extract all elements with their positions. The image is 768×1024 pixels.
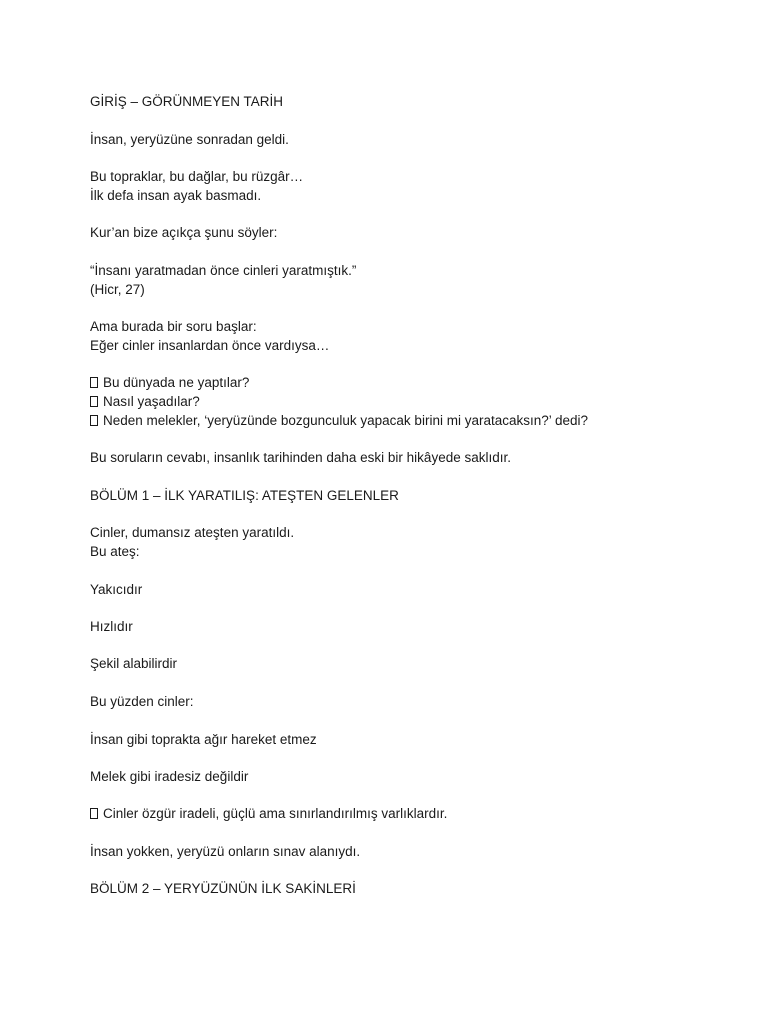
chapter1-heading: BÖLÜM 1 – İLK YARATILIŞ: ATEŞTEN GELENLER [90, 488, 399, 503]
summary-item [90, 805, 447, 823]
missing-glyph-icon [90, 415, 98, 426]
question-text: Neden melekler, ‘yeryüzünde bozgunculuk yapacak birini mi yaratacaksın?’ dedi? [103, 413, 589, 428]
intro-paragraph: Ama burada bir soru başlar: [90, 319, 257, 334]
quran-quote: “İnsanı yaratmadan önce cinleri yaratmıştık.” [90, 263, 357, 278]
chapter1-paragraph: Bu ateş: [90, 544, 140, 559]
chapter2-heading: BÖLÜM 2 – YERYÜZÜNÜN İLK SAKİNLERİ [90, 881, 356, 896]
intro-paragraph: Bu topraklar, bu dağlar, bu rüzgâr… [90, 169, 304, 184]
question-text: Bu dünyada ne yaptılar? [103, 375, 250, 390]
summary-text: Cinler özgür iradeli, güçlü ama sınırlandırılmış varlıklardır. [103, 806, 448, 821]
intro-paragraph: Bu soruların cevabı, insanlık tarihinden daha eski bir hikâyede saklıdır. [90, 450, 511, 465]
fire-trait-item: Şekil alabilirdir [90, 656, 178, 671]
question-item [90, 393, 200, 411]
question-item [90, 412, 588, 430]
chapter1-paragraph: İnsan yokken, yeryüzü onların sınav alanıydı. [90, 844, 361, 859]
intro-paragraph: Eğer cinler insanlardan önce vardıysa… [90, 338, 330, 353]
contrast-item: Melek gibi iradesiz değildir [90, 769, 249, 784]
fire-trait-item: Yakıcıdır [90, 582, 143, 597]
quote-citation: (Hicr, 27) [90, 282, 145, 297]
missing-glyph-icon [90, 377, 98, 388]
question-text: Nasıl yaşadılar? [103, 394, 200, 409]
intro-paragraph: İnsan, yeryüzüne sonradan geldi. [90, 132, 289, 147]
intro-paragraph: Kur’an bize açıkça şunu söyler: [90, 225, 278, 240]
question-item [90, 374, 249, 392]
contrast-item: İnsan gibi toprakta ağır hareket etmez [90, 732, 317, 747]
intro-paragraph: İlk defa insan ayak basmadı. [90, 188, 262, 203]
intro-heading: GİRİŞ – GÖRÜNMEYEN TARİH [90, 94, 284, 109]
missing-glyph-icon [90, 808, 98, 819]
chapter1-paragraph: Bu yüzden cinler: [90, 694, 194, 709]
fire-trait-item: Hızlıdır [90, 619, 133, 634]
chapter1-paragraph: Cinler, dumansız ateşten yaratıldı. [90, 525, 295, 540]
missing-glyph-icon [90, 396, 98, 407]
